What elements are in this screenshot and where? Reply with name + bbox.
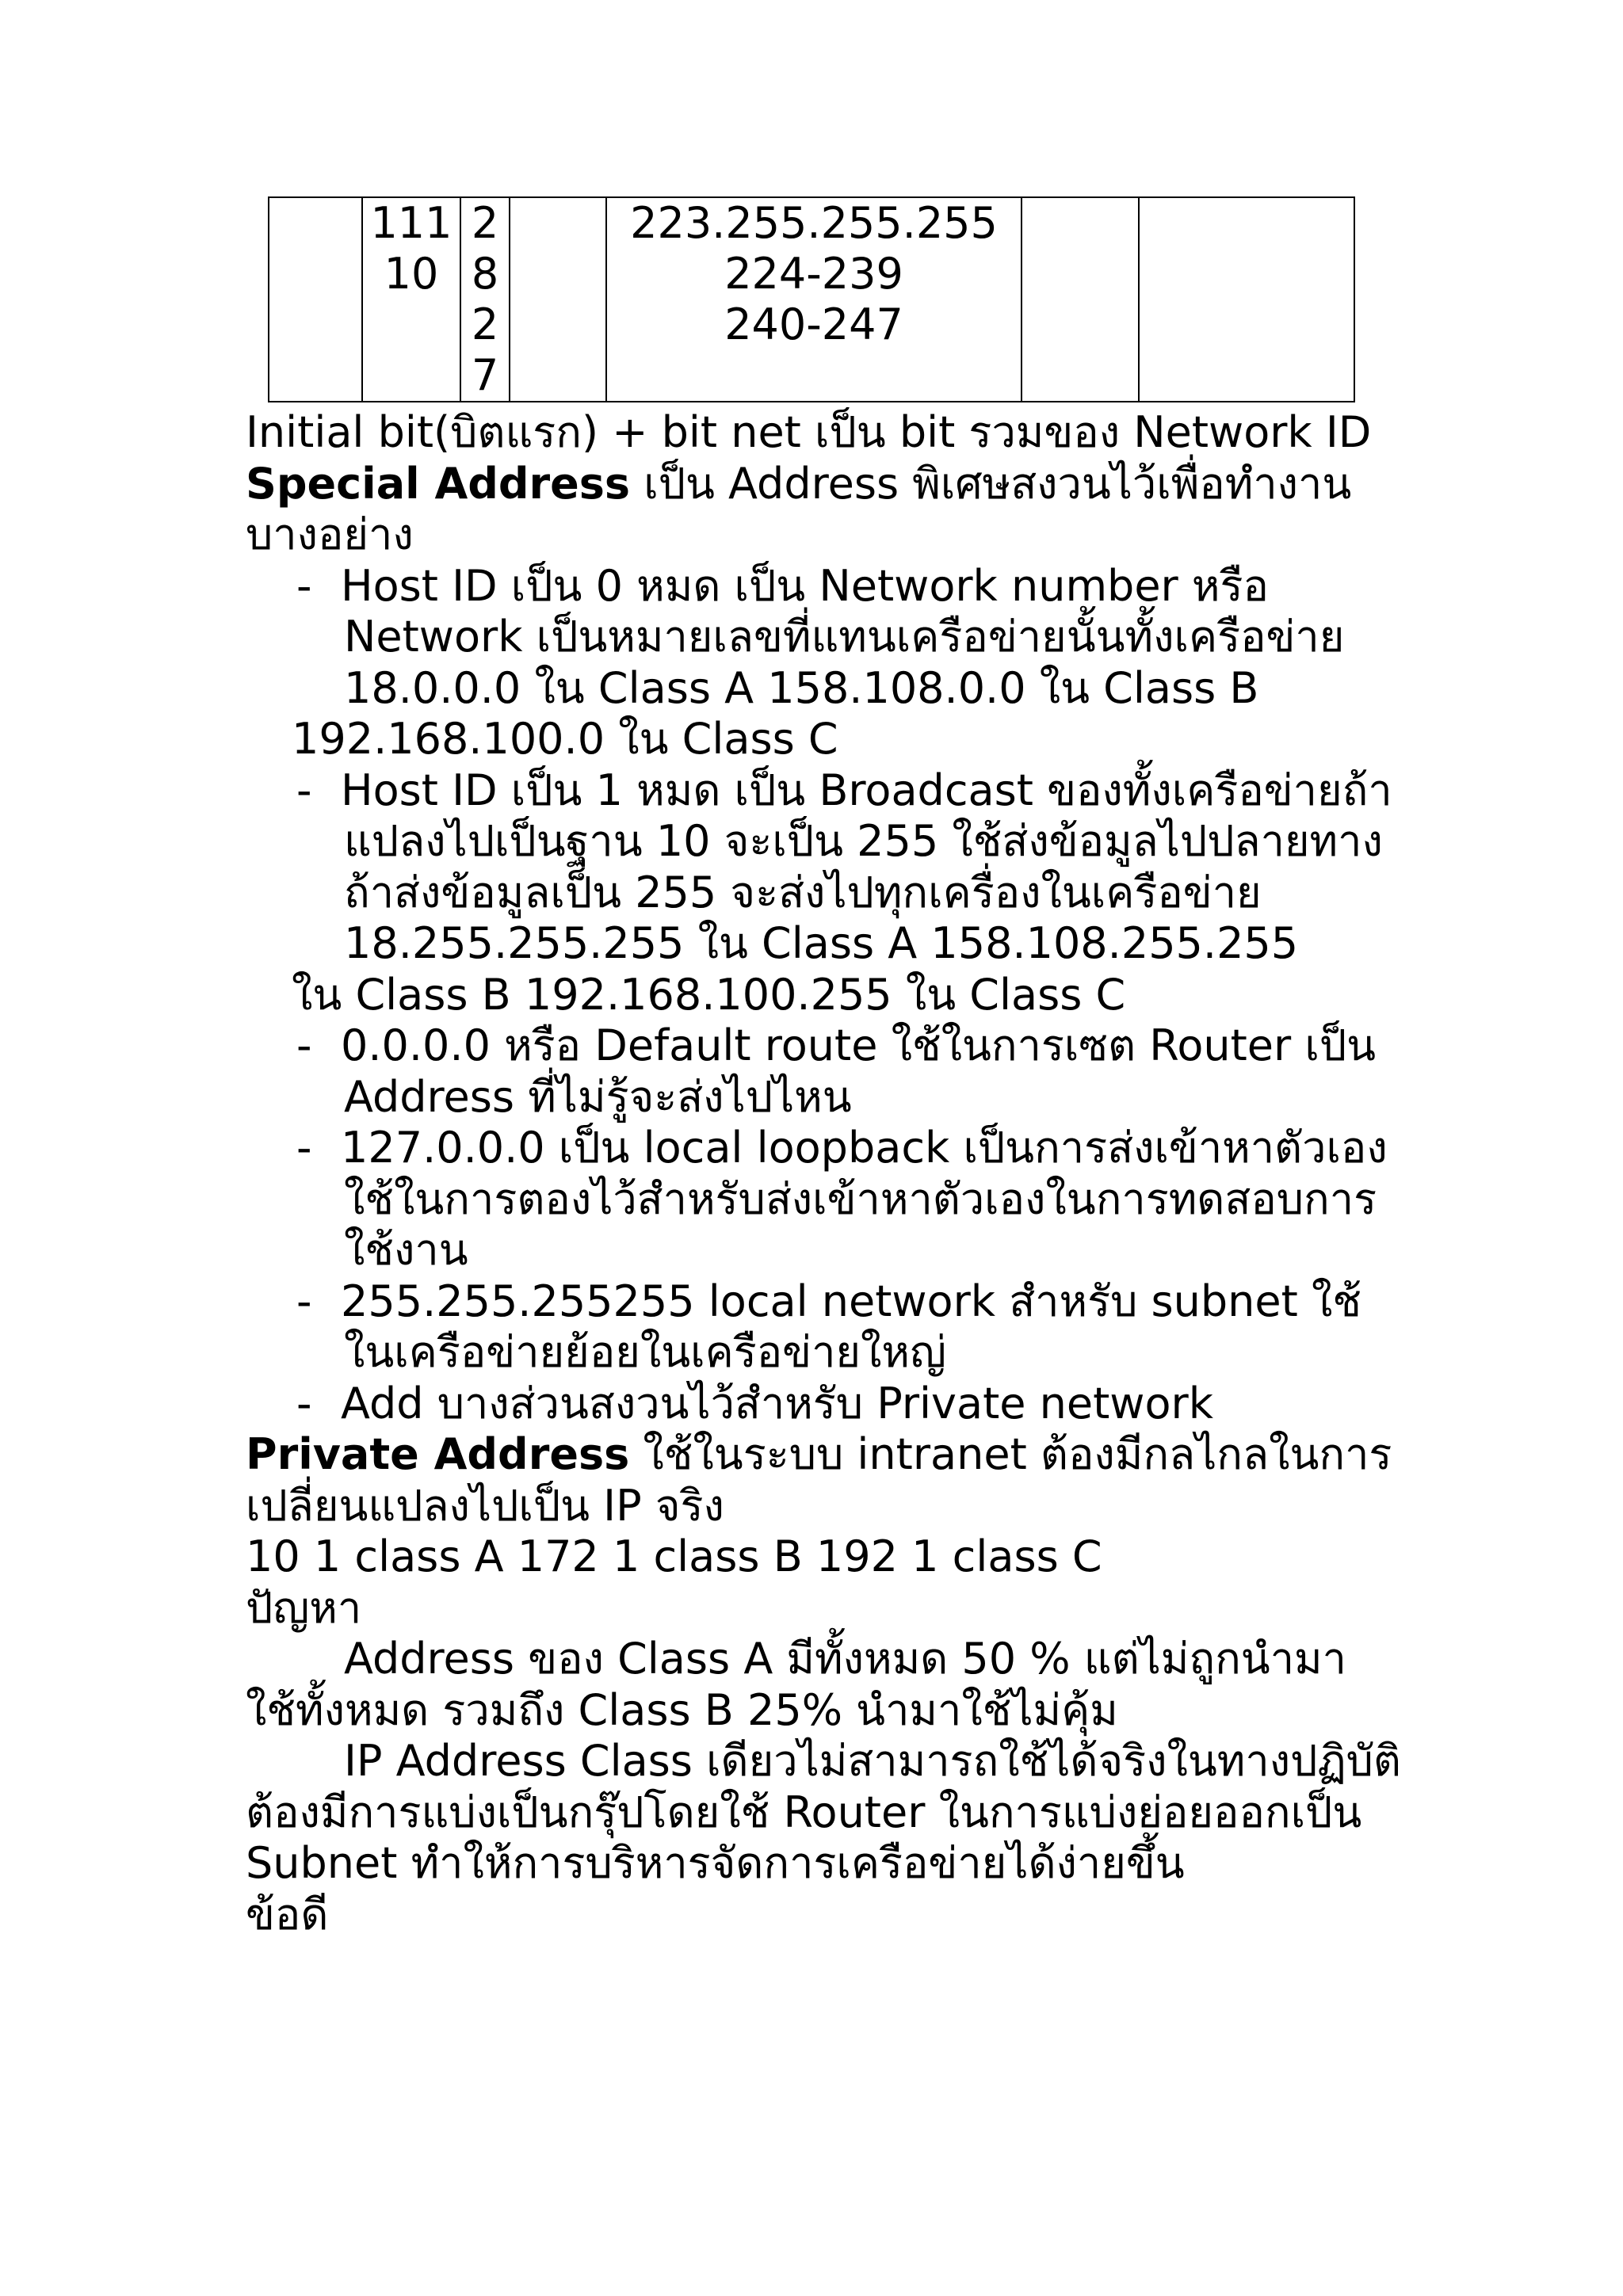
list-item: - 255.255.255255 local network สำหรับ subnet ใช้ [296, 1276, 1361, 1326]
list-item: - Host ID เป็น 1 หมด เป็น Broadcast ของทั้งเครือข่ายถ้า [296, 765, 1392, 815]
paragraph-line: IP Address Class เดียวไม่สามารถใช้ได้จริงในทางปฏิบัติ [344, 1736, 1401, 1786]
address-class-table [268, 196, 1355, 402]
paragraph-line: 10 1 class A 172 1 class B 192 1 class C [246, 1531, 1102, 1581]
table-cell [510, 197, 606, 402]
list-item-continuation: Address ที่ไม่รู้จะส่งไปไหน [344, 1071, 852, 1122]
list-item: - 0.0.0.0 หรือ Default route ใช้ในการเซต Router เป็น [296, 1020, 1377, 1070]
paragraph-line: ใช้ทั้งหมด รวมถึง Class B 25% นำมาใช้ไม่คุ้ม [246, 1684, 1118, 1735]
table-cell: 223.255.255.255 224-239 240-247 [606, 197, 1022, 402]
heading-special-address: Special Address เป็น Address พิเศษสงวนไว้เพื่อทำงาน [246, 458, 1352, 509]
paragraph-line: ใน Class B 192.168.100.255 ใน Class C [292, 969, 1126, 1020]
table-row [269, 197, 1354, 402]
list-item-continuation: ใช้ในการตองไว้สำหรับส่งเข้าหาตัวเองในการทดสอบการ [344, 1173, 1377, 1224]
paragraph-line: 192.168.100.0 ใน Class C [292, 714, 838, 764]
paragraph-line: Address ของ Class A มีทั้งหมด 50 % แต่ไม่ถูกนำมา [344, 1634, 1346, 1684]
list-item-continuation: 18.0.0.0 ใน Class A 158.108.0.0 ใน Class B [344, 662, 1259, 713]
paragraph-line: บางอย่าง [246, 509, 414, 559]
list-item-continuation: ถ้าส่งข้อมูลเป็น 255 จะส่งไปทุกเครื่องในเครือข่าย [344, 867, 1262, 917]
list-item: - Add บางส่วนสงวนไว้สำหรับ Private network [296, 1378, 1213, 1428]
table-cell: 111 10 [362, 197, 460, 402]
section-title-advantages: ข้อดี [246, 1889, 329, 1939]
list-item: - 127.0.0.0 เป็น local loopback เป็นการส่งเข้าหาตัวเอง [296, 1123, 1388, 1173]
paragraph-line: เปลี่ยนแปลงไปเป็น IP จริง [246, 1480, 724, 1531]
table-cell: 2 8 2 7 [460, 197, 510, 402]
list-item-continuation: 18.255.255.255 ใน Class A 158.108.255.255 [344, 918, 1299, 968]
list-item-continuation: Network เป็นหมายเลขที่แทนเครือข่ายนั้นทั้งเครือข่าย [344, 612, 1345, 662]
list-item-continuation: แปลงไปเป็นฐาน 10 จะเป็น 255 ใช้ส่งข้อมูลไปปลายทาง [344, 816, 1383, 866]
table-cell [269, 197, 362, 402]
list-item-continuation: ในเครือข่ายย้อยในเครือข่ายใหญ่ [344, 1327, 947, 1377]
paragraph-line: Subnet ทำให้การบริหารจัดการเครือข่ายได้ง่ายขึ้น [246, 1838, 1185, 1888]
list-item: - Host ID เป็น 0 หมด เป็น Network number หรือ [296, 560, 1269, 611]
section-title-problems: ปัญหา [246, 1582, 362, 1633]
heading-private-address: Private Address ใช้ในระบบ intranet ต้องมีกลไกลในการ [246, 1429, 1392, 1479]
document-body [246, 407, 1609, 1940]
list-item-continuation: ใช้งาน [344, 1225, 468, 1275]
table-cell [1139, 197, 1354, 402]
paragraph-line: Initial bit(บิตแรก) + bit net เป็น bit รวมของ Network ID [246, 407, 1372, 457]
paragraph-line: ต้องมีการแบ่งเป็นกรุ๊ปโดยใช้ Router ในการแบ่งย่อยออกเป็น [246, 1787, 1362, 1837]
table-cell [1022, 197, 1139, 402]
